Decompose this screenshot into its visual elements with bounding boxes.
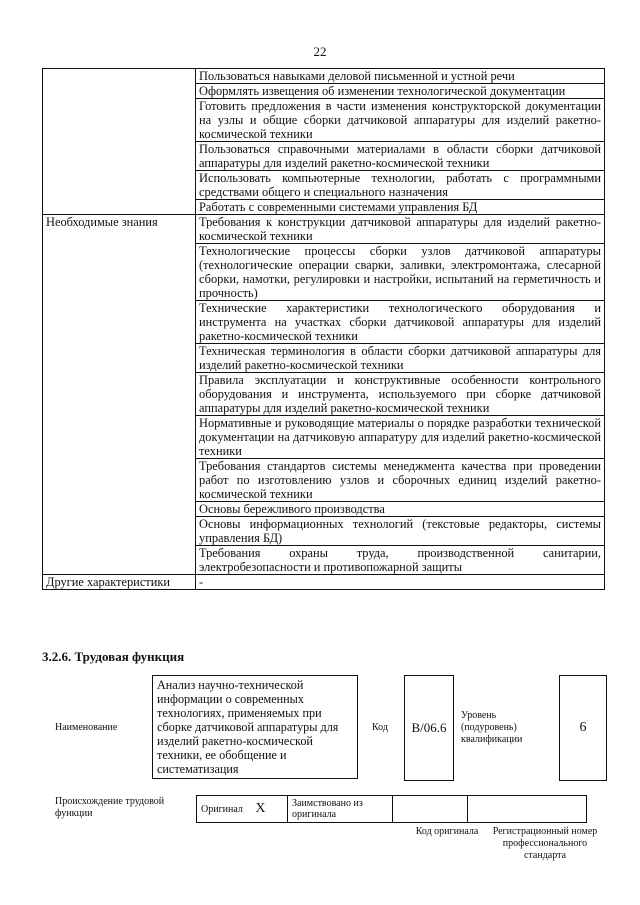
knowledge-item: Технологические процессы сборки узлов датчиковой аппаратуры (технологические операции сварки, заливки, электромонтажа, слесарной сборки, намотки, регулировки и настройки, испытаний на герметичность и прочность) [196, 244, 605, 301]
origin-table [196, 795, 587, 823]
origin-label: Происхождение трудовой функции [55, 796, 165, 819]
knowledge-item: Технические характеристики технологического оборудования и инструмента на участках сборки датчиковой аппаратуры для изделий ракетно-космической техники [196, 301, 605, 344]
skills-item: Пользоваться навыками деловой письменной и устной речи [196, 69, 605, 84]
skills-item: Работать с современными системами управления БД [196, 200, 605, 215]
skills-item: Готовить предложения в части изменения конструкторской документации на узлы и общие сборки датчиковой аппаратуры для изделий ракетно-космической техники [196, 99, 605, 142]
qualification-level-label: Уровень (подуровень) квалификации [461, 710, 523, 745]
knowledge-item: Основы информационных технологий (текстовые редакторы, системы управления БД) [196, 517, 605, 546]
section-title: 3.2.6. Трудовая функция [42, 649, 185, 664]
original-code-cell [393, 796, 468, 823]
original-mark: X [255, 801, 266, 816]
knowledge-item: Требования охраны труда, производственной санитарии, электробезопасности и противопожарной защиты [196, 546, 605, 575]
other-characteristics-value: - [196, 575, 605, 590]
other-characteristics-label: Другие характеристики [43, 575, 196, 590]
knowledge-item: Правила эксплуатации и конструктивные особенности контрольного оборудования и инструмента, используемого при сборке датчиковой аппаратуры для изделий ракетно-космической техники [196, 373, 605, 416]
knowledge-label: Необходимые знания [43, 215, 196, 575]
table-row [43, 215, 605, 244]
qualification-level-box: 6 [559, 675, 607, 781]
page-number: 22 [313, 44, 327, 59]
skills-item: Оформлять извещения об изменении технологической документации [196, 84, 605, 99]
knowledge-item: Требования к конструкции датчиковой аппаратуры для изделий ракетно-космической техники [196, 215, 605, 244]
function-name-box: Анализ научно-технической информации о современных технологиях, применяемых при сборке датчиковой аппаратуры для изделий ракетно-космической техники, ее обобщение и систематизация [152, 675, 358, 779]
knowledge-section [43, 215, 605, 575]
code-value-box: B/06.6 [404, 675, 454, 781]
original-code-caption: Код оригинала [415, 826, 479, 837]
knowledge-item: Требования стандартов системы менеджмента качества при проведении работ по изготовлению узлов и сборочных единиц изделий ракетно-космической техники [196, 459, 605, 502]
skills-label [43, 69, 196, 215]
knowledge-item: Нормативные и руководящие материалы о порядке разработки технической документации на датчиковую аппаратуру для изделий ракетно-космической техники [196, 416, 605, 459]
knowledge-item: Основы бережливого производства [196, 502, 605, 517]
table-row [43, 69, 605, 84]
registration-number-cell [468, 796, 587, 823]
other-section [43, 575, 605, 590]
table-row [43, 575, 605, 590]
borrowed-cell: Заимствовано из оригинала [288, 796, 393, 823]
knowledge-item: Техническая терминология в области сборки датчиковой аппаратуры для изделий ракетно-космической техники [196, 344, 605, 373]
name-label: Наименование [55, 722, 118, 733]
original-label: Оригинал [201, 804, 243, 815]
skills-section [43, 69, 605, 215]
registration-number-caption: Регистрационный номер профессионального стандарта [492, 826, 598, 861]
skills-item: Использовать компьютерные технологии, работать с программными средствами общего и специального назначения [196, 171, 605, 200]
code-label: Код [372, 722, 388, 733]
skills-item: Пользоваться справочными материалами в области сборки датчиковой аппаратуры для изделий ракетно-космической техники [196, 142, 605, 171]
requirements-table [42, 68, 605, 590]
original-cell [197, 796, 288, 823]
table-row [197, 796, 587, 823]
